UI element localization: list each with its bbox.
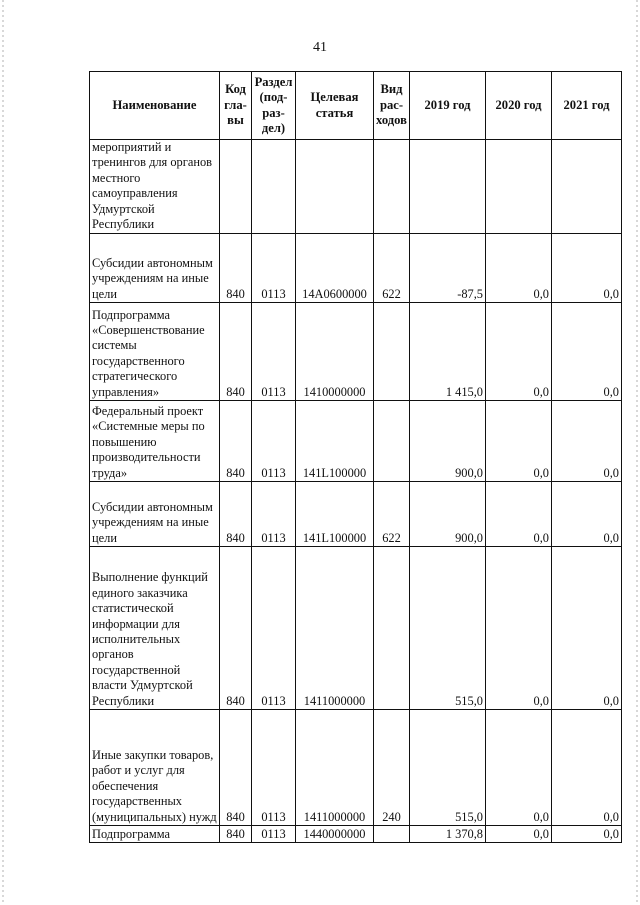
- table-row: [90, 547, 622, 710]
- row-section: 0113: [252, 710, 296, 826]
- row-target: 141L100000: [296, 401, 374, 482]
- budget-table: [89, 71, 622, 843]
- header-2021: 2021 год: [552, 72, 622, 140]
- row-2019: 1 415,0: [410, 303, 486, 401]
- row-2020: 0,0: [486, 547, 552, 710]
- row-expense: [374, 401, 410, 482]
- header-2020: 2020 год: [486, 72, 552, 140]
- row-2020: 0,0: [486, 234, 552, 303]
- row-expense: 240: [374, 710, 410, 826]
- row-name: мероприятий и тренингов для органов местного самоуправления Удмуртской Республики: [90, 140, 220, 234]
- row-section: 0113: [252, 401, 296, 482]
- row-expense: [374, 140, 410, 234]
- table-row: [90, 826, 622, 843]
- row-2021: 0,0: [552, 547, 622, 710]
- row-chapter: 840: [220, 547, 252, 710]
- header-row: [90, 72, 622, 140]
- row-section: [252, 140, 296, 234]
- row-name: Федеральный проект «Системные меры по повышению производительности труда»: [90, 401, 220, 482]
- row-expense: [374, 826, 410, 843]
- row-expense: 622: [374, 234, 410, 303]
- header-section: Раздел (под-раз-дел): [252, 72, 296, 140]
- row-chapter: 840: [220, 234, 252, 303]
- row-2020: 0,0: [486, 401, 552, 482]
- row-2019: 1 370,8: [410, 826, 486, 843]
- row-2020: 0,0: [486, 826, 552, 843]
- row-target: 1411000000: [296, 547, 374, 710]
- table-row: [90, 401, 622, 482]
- row-2019: 900,0: [410, 401, 486, 482]
- row-2019: 515,0: [410, 547, 486, 710]
- row-2021: 0,0: [552, 482, 622, 547]
- row-2019: [410, 140, 486, 234]
- row-name: Подпрограмма: [90, 826, 220, 843]
- scan-edge-left: [2, 0, 4, 905]
- row-chapter: 840: [220, 401, 252, 482]
- row-section: 0113: [252, 482, 296, 547]
- row-target: [296, 140, 374, 234]
- row-2021: 0,0: [552, 710, 622, 826]
- table-row: [90, 482, 622, 547]
- row-expense: 622: [374, 482, 410, 547]
- row-chapter: [220, 140, 252, 234]
- row-target: 1411000000: [296, 710, 374, 826]
- row-2020: 0,0: [486, 710, 552, 826]
- row-expense: [374, 303, 410, 401]
- row-2019: -87,5: [410, 234, 486, 303]
- row-2021: 0,0: [552, 401, 622, 482]
- row-name: Подпрограмма «Совершенствование системы государственного стратегического управления»: [90, 303, 220, 401]
- header-name: Наименование: [90, 72, 220, 140]
- row-2020: 0,0: [486, 482, 552, 547]
- row-chapter: 840: [220, 710, 252, 826]
- row-2020: [486, 140, 552, 234]
- row-2021: 0,0: [552, 826, 622, 843]
- table-row: [90, 234, 622, 303]
- row-2019: 900,0: [410, 482, 486, 547]
- row-chapter: 840: [220, 303, 252, 401]
- row-name: Иные закупки товаров, работ и услуг для обеспечения государственных (муниципальных) нужд: [90, 710, 220, 826]
- scan-edge-right: [636, 0, 638, 905]
- page-number: 41: [313, 40, 327, 55]
- row-target: 14А0600000: [296, 234, 374, 303]
- table-row: [90, 303, 622, 401]
- header-target-article: Целевая статья: [296, 72, 374, 140]
- row-target: 1410000000: [296, 303, 374, 401]
- header-2019: 2019 год: [410, 72, 486, 140]
- row-2021: 0,0: [552, 303, 622, 401]
- row-2020: 0,0: [486, 303, 552, 401]
- row-2021: [552, 140, 622, 234]
- row-section: 0113: [252, 547, 296, 710]
- row-name: Субсидии автономным учреждениям на иные цели: [90, 482, 220, 547]
- row-section: 0113: [252, 303, 296, 401]
- row-section: 0113: [252, 826, 296, 843]
- table-row: [90, 140, 622, 234]
- row-chapter: 840: [220, 826, 252, 843]
- row-2021: 0,0: [552, 234, 622, 303]
- row-chapter: 840: [220, 482, 252, 547]
- row-target: 1440000000: [296, 826, 374, 843]
- row-2019: 515,0: [410, 710, 486, 826]
- header-chapter-code: Код гла-вы: [220, 72, 252, 140]
- row-section: 0113: [252, 234, 296, 303]
- row-name: Выполнение функций единого заказчика статистической информации для исполнительных органов государственной власти Удмуртской Республики: [90, 547, 220, 710]
- table-row: [90, 710, 622, 826]
- row-name: Субсидии автономным учреждениям на иные цели: [90, 234, 220, 303]
- row-expense: [374, 547, 410, 710]
- row-target: 141L100000: [296, 482, 374, 547]
- header-expense-type: Вид рас-ходов: [374, 72, 410, 140]
